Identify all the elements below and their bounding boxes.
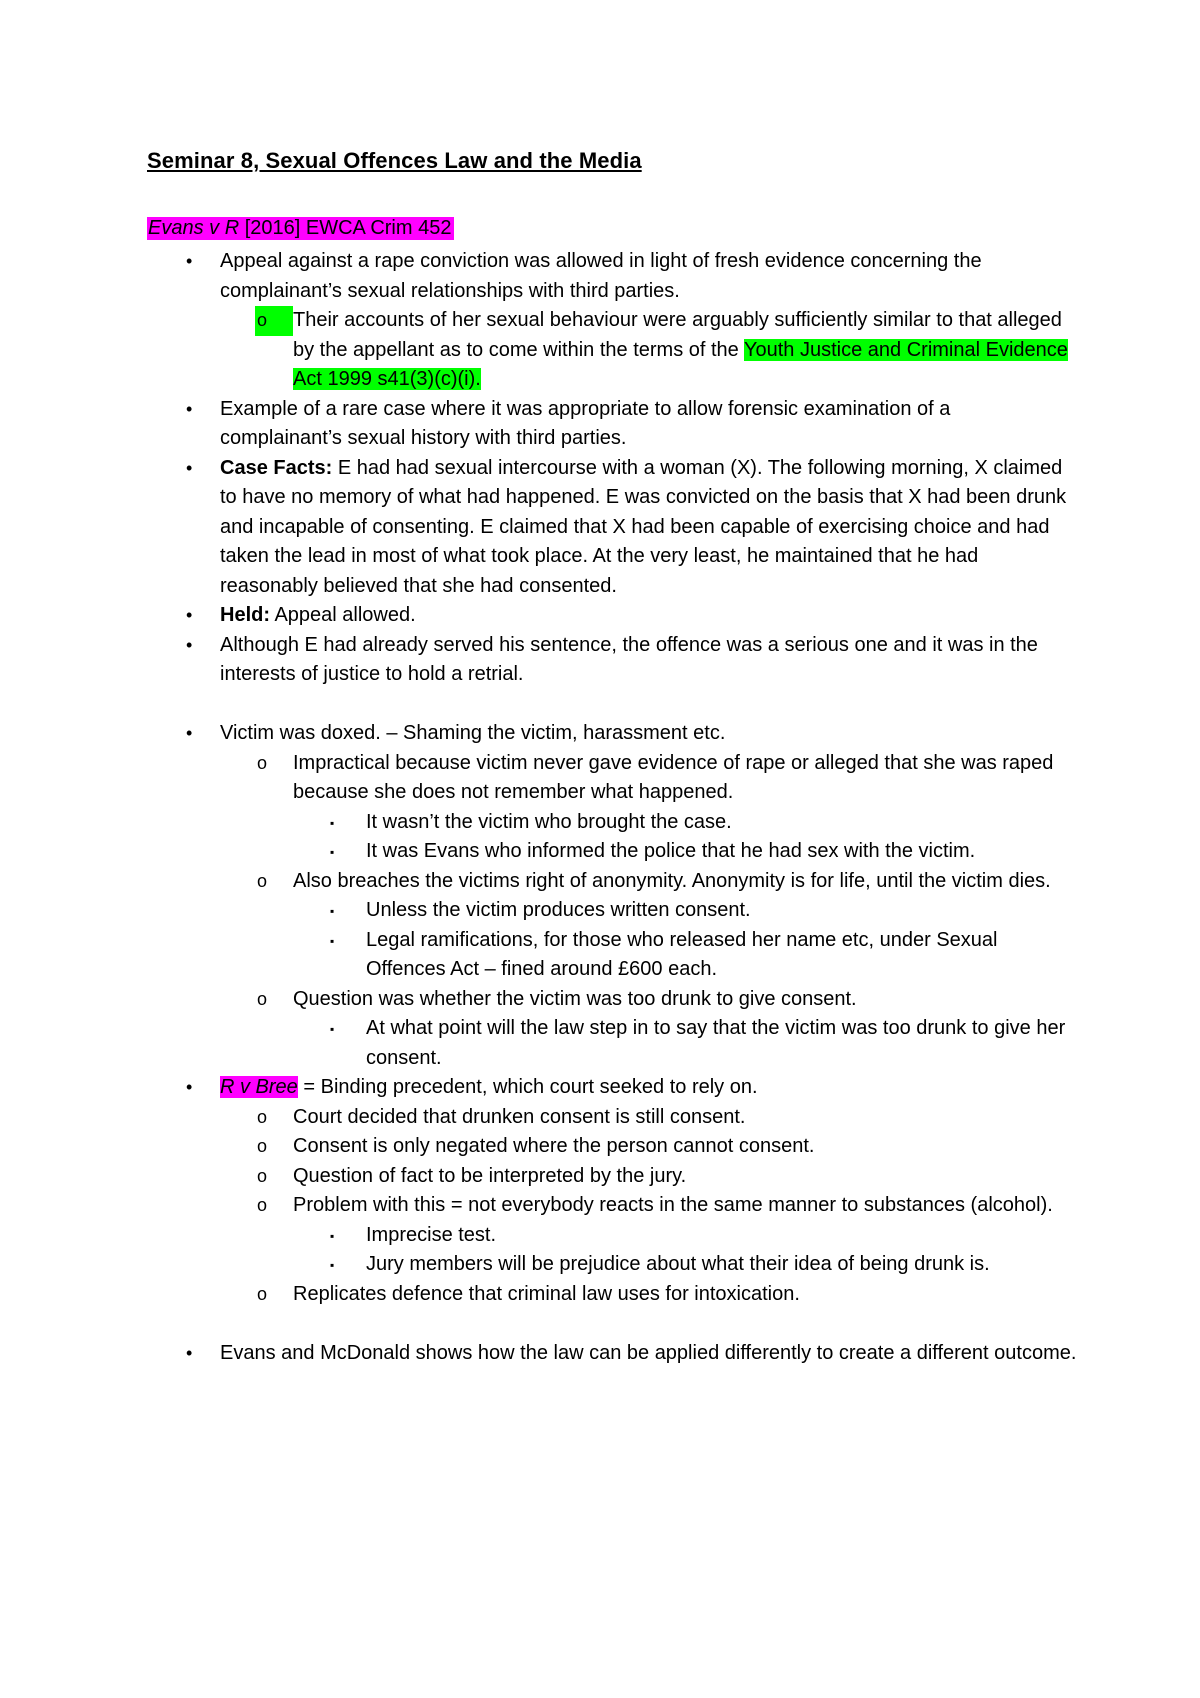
list-item [147, 247, 1077, 306]
bullet-marker: • [186, 634, 193, 655]
item-text: Question of fact to be interpreted by the jury. [293, 1164, 687, 1187]
circle-marker: o [257, 870, 268, 891]
list-item [147, 454, 1077, 602]
list-item [147, 926, 1077, 985]
item-text: Victim was doxed. – Shaming the victim, harassment etc. [220, 722, 726, 744]
list-item [147, 808, 1077, 838]
item-text: Imprecise test. [366, 1223, 497, 1246]
bullet-marker: • [186, 398, 193, 419]
item-label: Case Facts: [220, 456, 333, 479]
bullet-marker: • [186, 457, 193, 478]
item-text: Impractical because victim never gave evidence of rape or alleged that she was raped because she does not remember what happened. [293, 751, 1054, 803]
list-item [147, 306, 1077, 395]
item-text: Court decided that drunken consent is still consent. [293, 1105, 746, 1128]
item-text: Their accounts of her sexual behaviour were arguably sufficiently similar to that alleged by the appellant as to come within the terms of the [293, 309, 1062, 361]
blank-line [147, 690, 1077, 720]
circle-marker: o [257, 1106, 268, 1127]
list-item [147, 985, 1077, 1015]
item-text: Also breaches the victims right of anonymity. Anonymity is for life, until the victim dies. [293, 869, 1051, 892]
case-name: Evans v R [148, 217, 240, 239]
circle-marker: o [257, 752, 268, 773]
bullet-marker: • [186, 1342, 193, 1363]
item-text: It wasn’t the victim who brought the case. [366, 810, 732, 833]
list-item [147, 1073, 1077, 1103]
item-text: Evans and McDonald shows how the law can be applied differently to create a different outcome. [220, 1341, 1077, 1364]
circle-marker: o [257, 988, 268, 1009]
blank-line [147, 1309, 1077, 1339]
list-item [147, 1014, 1077, 1073]
list-item [147, 1162, 1077, 1192]
case-heading [147, 217, 454, 240]
list-item [147, 1221, 1077, 1251]
list-item [147, 1250, 1077, 1280]
bullet-marker: • [186, 605, 193, 625]
list-item [147, 749, 1077, 808]
bullet-marker: • [186, 723, 193, 743]
item-text: Appeal allowed. [270, 604, 416, 626]
square-marker: ▪ [330, 1022, 335, 1036]
list-item [147, 601, 1077, 631]
item-text: Jury members will be prejudice about what their idea of being drunk is. [366, 1253, 990, 1275]
list-item [147, 1132, 1077, 1162]
bullet-marker: • [186, 251, 193, 271]
item-text: E had had sexual intercourse with a woman (X). The following morning, X claimed to have no memory of what had happened. E was convicted on the basis that X had been drunk and incapable of consenting. E claimed that X had been capable of exercising choice and had taken the lead in most of what took place. At the very least, he maintained that he had reasonably believed that she had consented. [220, 456, 1067, 597]
square-marker: ▪ [330, 815, 335, 830]
item-text: Example of a rare case where it was appropriate to allow forensic examination of a complainant’s sexual history with third parties. [220, 397, 951, 449]
square-marker: ▪ [330, 1228, 335, 1243]
circle-marker: o [257, 1283, 268, 1304]
list-item [147, 896, 1077, 926]
list-item [147, 1103, 1077, 1133]
circle-marker: o [257, 1165, 268, 1186]
list-item [147, 631, 1077, 690]
item-text: At what point will the law step in to say that the victim was too drunk to give her consent. [366, 1017, 1066, 1069]
square-marker: ▪ [330, 904, 335, 918]
circle-marker: o [257, 1136, 268, 1156]
notes-list [147, 247, 1077, 1368]
list-item [147, 867, 1077, 897]
item-text: Question was whether the victim was too drunk to give consent. [293, 987, 857, 1010]
list-item [147, 1280, 1077, 1310]
item-text: Consent is only negated where the person cannot consent. [293, 1135, 815, 1157]
square-marker: ▪ [330, 1258, 335, 1272]
list-item [147, 837, 1077, 867]
case-citation: [2016] EWCA Crim 452 [239, 217, 452, 239]
item-text: Appeal against a rape conviction was allowed in light of fresh evidence concerning the complainant’s sexual relationships with third parties. [220, 250, 982, 302]
document-title: Seminar 8, Sexual Offences Law and the Media [147, 148, 642, 173]
item-text: Replicates defence that criminal law uses for intoxication. [293, 1282, 800, 1305]
circle-marker: o [255, 306, 293, 336]
case-reference: R v Bree [220, 1076, 298, 1098]
item-text: Problem with this = not everybody reacts in the same manner to substances (alcohol). [293, 1194, 1053, 1216]
bullet-marker: • [186, 1077, 193, 1097]
square-marker: ▪ [330, 933, 335, 948]
item-text: Although E had already served his sentence, the offence was a serious one and it was in the interests of justice to hold a retrial. [220, 633, 1038, 685]
list-item [147, 395, 1077, 454]
item-text: = Binding precedent, which court seeked to rely on. [297, 1076, 758, 1098]
list-item [147, 1339, 1077, 1369]
item-text: Legal ramifications, for those who released her name etc, under Sexual Offences Act – fined around £600 each. [366, 928, 998, 980]
square-marker: ▪ [330, 845, 335, 859]
item-text: It was Evans who informed the police that he had sex with the victim. [366, 840, 976, 862]
item-text: Unless the victim produces written consent. [366, 899, 751, 921]
item-label: Held: [220, 604, 270, 626]
statute-highlight: Youth Justice and Criminal Evidence Act 1999 s41(3)(c)(i). [293, 338, 1068, 390]
circle-marker: o [257, 1195, 268, 1215]
list-item [147, 1191, 1077, 1221]
list-item [147, 719, 1077, 749]
